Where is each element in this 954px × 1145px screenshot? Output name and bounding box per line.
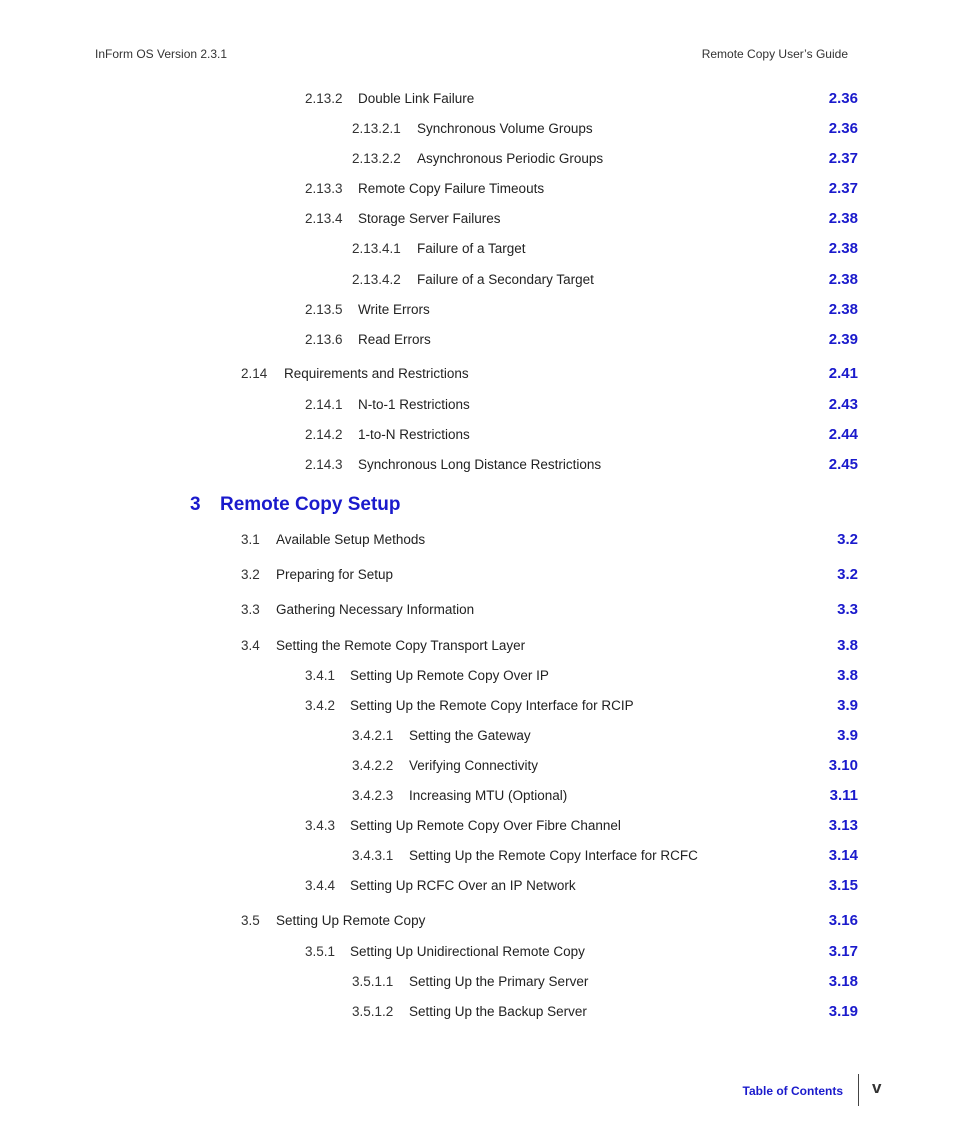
toc-entry-page-link[interactable]: 2.36 [828,120,858,137]
toc-entry-number: 3.5 [241,913,260,928]
toc-entry-title: Synchronous Volume Groups [417,121,593,136]
toc-entry-page-link[interactable]: 2.37 [828,180,858,197]
toc-entry-title: Setting Up the Backup Server [409,1004,587,1019]
toc-entry-page-link[interactable]: 3.14 [828,847,858,864]
toc-entry-title: Setting the Remote Copy Transport Layer [276,638,526,653]
toc-entry[interactable] [0,788,954,808]
toc-entry-title: Setting Up Unidirectional Remote Copy [350,944,585,959]
toc-entry-number: 3.4.4 [305,878,336,893]
toc-entry-page-link[interactable]: 3.18 [828,973,858,990]
toc-entry-title: Setting Up Remote Copy Over IP [350,668,549,683]
toc-entry[interactable] [0,668,954,688]
toc-entry[interactable] [0,698,954,718]
toc-entry-title: Read Errors [358,332,431,347]
toc-entry-number: 3.4.2.3 [352,788,394,803]
toc-entry-number: 3.5.1 [305,944,336,959]
toc-entry[interactable] [0,211,954,231]
toc-entry-page-link[interactable]: 2.38 [828,240,858,257]
toc-entry-title: Remote Copy Failure Timeouts [358,181,545,196]
toc-entry-page-link[interactable]: 2.43 [828,396,858,413]
toc-entry-number: 3.3 [241,602,260,617]
toc-entry[interactable] [0,272,954,292]
toc-entry-page-link[interactable]: 3.15 [828,877,858,894]
toc-entry-title: Asynchronous Periodic Groups [417,151,604,166]
toc-entry[interactable] [0,332,954,352]
toc-entry-title: Setting the Gateway [409,728,531,743]
toc-entry-title: Increasing MTU (Optional) [409,788,568,803]
toc-entry-number: 2.13.4.1 [352,241,401,256]
toc-entry[interactable] [0,758,954,778]
toc-entry-page-link[interactable]: 3.2 [837,566,858,583]
toc-entry-title: Setting Up the Remote Copy Interface for RCIP [350,698,634,713]
toc-entry[interactable] [0,944,954,964]
toc-entry-page-link[interactable]: 3.17 [828,943,858,960]
toc-entry[interactable] [0,602,954,622]
toc-entry-page-link[interactable]: 2.38 [828,301,858,318]
toc-entry[interactable] [0,151,954,171]
toc-entry[interactable] [0,913,954,933]
toc-entry-number: 2.14.3 [305,457,343,472]
footer-section-label: Table of Contents [742,1084,843,1098]
toc-entry-page-link[interactable]: 2.39 [828,331,858,348]
toc-entry-number: 2.14.2 [305,427,343,442]
toc-entry[interactable] [0,818,954,838]
toc-entry-title: Setting Up the Remote Copy Interface for RCFC [409,848,698,863]
toc-entry-title: Storage Server Failures [358,211,501,226]
toc-entry-page-link[interactable]: 3.8 [837,637,858,654]
toc-entry-number: 2.13.4.2 [352,272,401,287]
footer-page-number: v [872,1078,882,1097]
toc-entry-title: Verifying Connectivity [409,758,539,773]
toc-entry-number: 2.13.2.2 [352,151,401,166]
toc-entry-page-link[interactable]: 2.38 [828,271,858,288]
toc-entry-page-link[interactable]: 3.16 [828,912,858,929]
toc-entry[interactable] [0,366,954,386]
toc-entry-title: Failure of a Target [417,241,526,256]
toc-entry[interactable] [0,427,954,447]
footer-divider [858,1074,859,1106]
toc-entry-page-link[interactable]: 3.9 [837,727,858,744]
toc-entry-number: 3.4.1 [305,668,336,683]
toc-entry-number: 3.4.2.1 [352,728,394,743]
toc-entry-number: 3.4.3.1 [352,848,394,863]
toc-entry-number: 2.13.2.1 [352,121,401,136]
toc-entry-page-link[interactable]: 2.37 [828,150,858,167]
toc-entry-page-link[interactable]: 2.41 [828,365,858,382]
toc-entry-number: 3.4.2.2 [352,758,394,773]
toc-entry-number: 2.13.4 [305,211,343,226]
toc-entry-title: N-to-1 Restrictions [358,397,470,412]
chapter-number: 3 [190,494,201,515]
toc-entry-title: Requirements and Restrictions [284,366,469,381]
toc-entry-title: Setting Up RCFC Over an IP Network [350,878,576,893]
toc-entry-number: 2.14.1 [305,397,343,412]
toc-entry[interactable] [0,241,954,261]
toc-entry-number: 3.4.3 [305,818,336,833]
toc-entry-title: Failure of a Secondary Target [417,272,594,287]
toc-entry-page-link[interactable]: 3.3 [837,601,858,618]
toc-entry-number: 2.14 [241,366,268,381]
toc-entry-page-link[interactable]: 3.9 [837,697,858,714]
toc-entry-title: Synchronous Long Distance Restrictions [358,457,602,472]
toc-entry-page-link[interactable]: 2.38 [828,210,858,227]
toc-entry[interactable] [0,728,954,748]
chapter-title[interactable]: Remote Copy Setup [220,494,401,515]
toc-entry-number: 3.1 [241,532,260,547]
chapter-heading[interactable] [0,494,954,520]
toc-entry-number: 3.5.1.1 [352,974,394,989]
toc-entry[interactable] [0,1004,954,1024]
toc-entry-page-link[interactable]: 3.19 [828,1003,858,1020]
toc-entry-page-link[interactable]: 2.45 [828,456,858,473]
toc-entry-number: 3.4 [241,638,260,653]
toc-entry-number: 3.5.1.2 [352,1004,394,1019]
toc-entry-title: Setting Up Remote Copy [276,913,426,928]
toc-entry[interactable] [0,567,954,587]
header-guide-title: Remote Copy User’s Guide [701,47,848,61]
toc-entry-page-link[interactable]: 2.44 [828,426,858,443]
toc-entry[interactable] [0,974,954,994]
toc-entry-title: Setting Up Remote Copy Over Fibre Channel [350,818,621,833]
toc-entry-page-link[interactable]: 2.36 [828,90,858,107]
toc-entry[interactable] [0,848,954,868]
toc-entry-page-link[interactable]: 3.10 [828,757,858,774]
toc-entry[interactable] [0,878,954,898]
toc-entry-title: 1-to-N Restrictions [358,427,470,442]
toc-entry-page-link[interactable]: 3.11 [829,787,858,804]
toc-entry[interactable] [0,121,954,141]
header-version: InForm OS Version 2.3.1 [95,47,228,61]
toc-entry[interactable] [0,532,954,552]
toc-entry[interactable] [0,181,954,201]
toc-entry-page-link[interactable]: 3.8 [837,667,858,684]
toc-entry-number: 2.13.2 [305,91,343,106]
toc-entry-title: Available Setup Methods [276,532,426,547]
toc-entry-title: Write Errors [358,302,430,317]
toc-entry-title: Gathering Necessary Information [276,602,475,617]
toc-entry[interactable] [0,91,954,111]
toc-entry[interactable] [0,457,954,477]
toc-entry-number: 3.4.2 [305,698,336,713]
toc-entry[interactable] [0,302,954,322]
toc-entry-title: Setting Up the Primary Server [409,974,589,989]
toc-entry[interactable] [0,397,954,417]
toc-entry[interactable] [0,638,954,658]
toc-entry-page-link[interactable]: 3.2 [837,531,858,548]
toc-entry-number: 2.13.6 [305,332,343,347]
toc-entry-title: Preparing for Setup [276,567,394,582]
toc-entry-number: 2.13.3 [305,181,343,196]
toc-entry-number: 2.13.5 [305,302,343,317]
toc-entry-number: 3.2 [241,567,260,582]
toc-entry-title: Double Link Failure [358,91,475,106]
toc-entry-page-link[interactable]: 3.13 [828,817,858,834]
